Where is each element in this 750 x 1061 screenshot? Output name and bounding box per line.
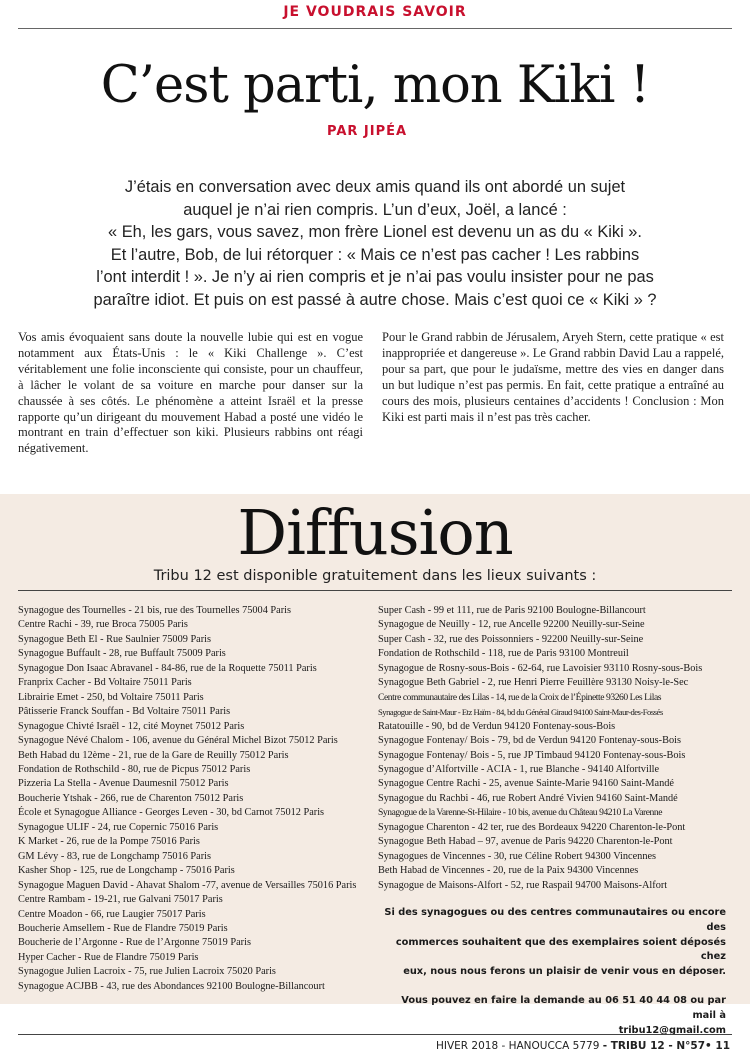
- locations-list-left: [18, 604, 373, 994]
- footer-magazine: - TRIBU 12 - N°57• 11: [602, 1040, 730, 1052]
- intro-line: l’ont interdit ! ». Je n’y ai rien compris et je n’ai pas voulu insister pour ne pas: [96, 268, 654, 286]
- footer-rule: [18, 1034, 732, 1035]
- location-item: Centre Moadon - 66, rue Laugier 75017 Paris: [18, 908, 206, 920]
- location-item: Synagogue Chivté Israël - 12, cité Moynet 75012 Paris: [18, 720, 245, 732]
- location-item: Pizzeria La Stella - Avenue Daumesnil 75012 Paris: [18, 778, 229, 790]
- location-item: Fondation de Rothschild - 118, rue de Paris 93100 Montreuil: [378, 648, 629, 660]
- article-body-left: [18, 330, 363, 457]
- footer-issue: HIVER 2018 - HANOUCCA 5779: [435, 1040, 600, 1052]
- location-item: Synagogue ULIF - 24, rue Copernic 75016 Paris: [18, 821, 219, 833]
- diffusion-subtitle: Tribu 12 est disponible gratuitement dans les lieux suivants :: [153, 568, 597, 584]
- location-item: Synagogue Névé Chalom - 106, avenue du Général Michel Bizot 75012 Paris: [18, 735, 338, 747]
- page-footer: [436, 1040, 730, 1052]
- diffusion-title: Diffusion: [237, 496, 513, 569]
- article-intro: [55, 176, 695, 311]
- intro-line: paraître idiot. Et puis on est passé à autre chose. Mais c’est quoi ce « Kiki » ?: [93, 290, 657, 309]
- location-item: Centre Rachi - 39, rue Broca 75005 Paris: [18, 619, 188, 631]
- location-item: Synagogue de Saint-Maur - Etz Haïm - 84, bd du Général Giraud 94100 Saint-Maur-des-Fossés: [378, 707, 663, 718]
- contact-email: tribu12@gmail.com: [618, 1024, 726, 1036]
- intro-line: Et l’autre, Bob, de lui rétorquer : « Mais ce n’est pas cacher ! Les rabbins: [110, 245, 640, 264]
- section-label: JE VOUDRAIS SAVOIR: [283, 4, 467, 20]
- contact-line: eux, nous nous ferons un plaisir de venir vous en déposer.: [403, 966, 726, 978]
- contact-line: commerces souhaitent que des exemplaires soient déposés chez: [395, 936, 726, 963]
- location-item: Boucherie de l’Argonne - Rue de l’Argonne 75019 Paris: [18, 937, 251, 949]
- location-item: Synagogue Maguen David - Ahavat Shalom -77, avenue de Versailles 75016 Paris: [18, 879, 357, 891]
- contact-block: [383, 906, 726, 1038]
- location-item: Synagogue Fontenay/ Bois - 5, rue JP Timbaud 94120 Fontenay-sous-Bois: [378, 749, 686, 761]
- diffusion-rule: [18, 590, 732, 591]
- location-item: GM Lévy - 83, rue de Longchamp 75016 Paris: [18, 850, 212, 862]
- location-item: Boucherie Amsellem - Rue de Flandre 75019 Paris: [18, 922, 228, 934]
- location-item: Synagogue de Neuilly - 12, rue Ancelle 92200 Neuilly-sur-Seine: [378, 619, 645, 631]
- intro-line: « Eh, les gars, vous savez, mon frère Lionel est devenu un as du « Kiki ».: [108, 223, 642, 241]
- location-item: Centre communautaire des Lilas - 14, rue de la Croix de l’Épinette 93260 Les Lilas: [378, 691, 662, 703]
- body-paragraph-right: Pour le Grand rabbin de Jérusalem, Aryeh Stern, cette pratique « est inappropriée et dangereuse ». Le Grand rabbin David Lau a rappelé, pour sa part, que pour le judaïsme, mettre des vies en danger dans un but ludique n’est pas permis. En fait, cette pratique a entraîné au cours des mois, plusieurs centaines d’accidents ! Conclusion : Mon Kiki est parti mais il n’est pas très cacher.: [382, 330, 724, 424]
- byline: PAR JIPÉA: [327, 124, 408, 139]
- top-rule: [18, 28, 732, 29]
- location-item: Synagogue Julien Lacroix - 75, rue Julien Lacroix 75020 Paris: [18, 966, 276, 978]
- location-item: Kasher Shop - 125, rue de Longchamp - 75016 Paris: [18, 865, 235, 877]
- location-item: K Market - 26, rue de la Pompe 75016 Paris: [18, 836, 200, 848]
- contact-request: Vous pouvez en faire la demande au 06 51 40 44 08 ou par mail à: [401, 994, 726, 1021]
- location-item: Ratatouille - 90, bd de Verdun 94120 Fontenay-sous-Bois: [378, 720, 616, 732]
- location-item: Beth Habad du 12ème - 21, rue de la Gare de Reuilly 75012 Paris: [18, 749, 289, 761]
- location-item: Beth Habad de Vincennes - 20, rue de la Paix 94300 Vincennes: [378, 865, 639, 877]
- contact-line: Si des synagogues ou des centres communautaires ou encore des: [384, 907, 726, 933]
- intro-line: auquel je n’ai rien compris. L’un d’eux, Joël, a lancé :: [183, 200, 567, 219]
- location-item: Super Cash - 32, rue des Poissonniers - 92200 Neuilly-sur-Seine: [378, 633, 644, 645]
- location-item: Boucherie Ytshak - 266, rue de Charenton 75012 Paris: [18, 792, 244, 804]
- location-item: Synagogue Beth El - Rue Saulnier 75009 Paris: [18, 633, 212, 645]
- location-item: Synagogue Centre Rachi - 25, avenue Sainte-Marie 94160 Saint-Mandé: [378, 778, 674, 790]
- article-body-right: [382, 330, 724, 425]
- location-item: Synagogue Fontenay/ Bois - 79, bd de Verdun 94120 Fontenay-sous-Bois: [378, 735, 681, 747]
- location-item: Synagogues de Vincennes - 30, rue Céline Robert 94300 Vincennes: [378, 850, 657, 862]
- location-item: Synagogue Charenton - 42 ter, rue des Bordeaux 94220 Charenton-le-Pont: [378, 821, 686, 833]
- location-item: Synagogue d’Alfortville - ACIA - 1, rue Blanche - 94140 Alfortville: [378, 763, 660, 775]
- locations-list-right: [378, 604, 734, 893]
- location-item: École et Synagogue Alliance - Georges Leven - 30, bd Carnot 75012 Paris: [18, 807, 325, 819]
- location-item: Synagogue Beth Gabriel - 2, rue Henri Pierre Feuillère 93130 Noisy-le-Sec: [378, 677, 689, 689]
- intro-line: J’étais en conversation avec deux amis quand ils ont abordé un sujet: [124, 178, 626, 196]
- location-item: Synagogue de la Varenne-St-Hilaire - 10 bis, avenue du Château 94210 La Varenne: [378, 807, 663, 819]
- location-item: Fondation de Rothschild - 80, rue de Picpus 75012 Paris: [18, 763, 251, 775]
- location-item: Pâtisserie Franck Souffan - Bd Voltaire 75011 Paris: [18, 706, 231, 718]
- article-title: C’est parti, mon Kiki !: [100, 56, 650, 115]
- location-item: Synagogue du Rachbi - 46, rue Robert André Vivien 94160 Saint-Mandé: [378, 792, 678, 804]
- location-item: Librairie Emet - 250, bd Voltaire 75011 Paris: [18, 691, 204, 703]
- location-item: Synagogue Buffault - 28, rue Buffault 75009 Paris: [18, 648, 226, 660]
- location-item: Synagogue de Maisons-Alfort - 52, rue Raspail 94700 Maisons-Alfort: [378, 879, 668, 891]
- location-item: Hyper Cacher - Rue de Flandre 75019 Paris: [18, 951, 199, 963]
- location-item: Synagogue Beth Habad – 97, avenue de Paris 94220 Charenton-le-Pont: [378, 836, 673, 848]
- location-item: Franprix Cacher - Bd Voltaire 75011 Paris: [18, 677, 192, 689]
- body-paragraph-left: Vos amis évoquaient sans doute la nouvelle lubie qui est en vogue notamment aux États-Unis : le « Kiki Challenge ». C’est véritablement une folie inconsciente qui consiste, pour un chauffeur, à lâcher le volant de sa voiture en marche pour danser sur la chaussée à ses côtés. Le phénomène a atteint Israël et la presse rapporte qu’un dirigeant du mouvement Habad a posté une vidéo le montrant en train d’effectuer son kiki. Plusieurs rabbins ont réagi négativement.: [18, 330, 363, 456]
- location-item: Super Cash - 99 et 111, rue de Paris 92100 Boulogne-Billancourt: [378, 605, 646, 616]
- location-item: Synagogue de Rosny-sous-Bois - 62-64, rue Lavoisier 93110 Rosny-sous-Bois: [378, 662, 703, 674]
- location-item: Synagogue des Tournelles - 21 bis, rue des Tournelles 75004 Paris: [18, 605, 292, 616]
- location-item: Centre Rambam - 19-21, rue Galvani 75017 Paris: [18, 894, 223, 906]
- location-item: Synagogue ACJBB - 43, rue des Abondances 92100 Boulogne-Billancourt: [18, 980, 325, 992]
- location-item: Synagogue Don Isaac Abravanel - 84-86, rue de la Roquette 75011 Paris: [18, 662, 317, 674]
